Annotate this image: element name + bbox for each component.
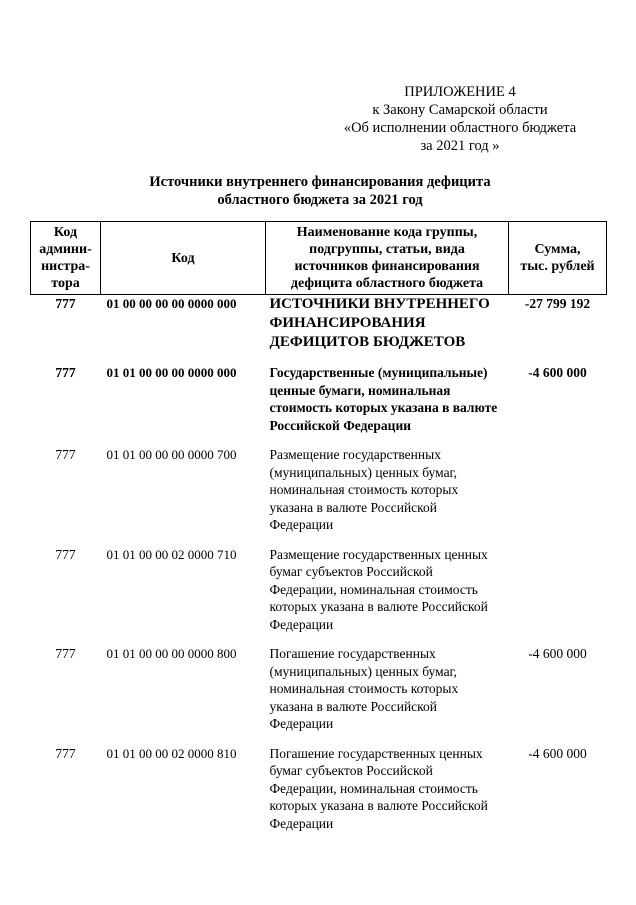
appendix-year: за 2021 год » bbox=[420, 138, 500, 154]
row-sum bbox=[509, 546, 607, 646]
row-code: 01 01 00 00 02 0000 810 bbox=[106, 745, 237, 761]
table-row bbox=[31, 645, 607, 745]
row-code: 01 01 00 00 00 0000 800 bbox=[106, 646, 237, 661]
appendix-header bbox=[330, 83, 590, 155]
appendix-number: ПРИЛОЖЕНИЕ 4 bbox=[404, 84, 516, 100]
document-title bbox=[100, 173, 540, 209]
title-line-2: областного бюджета за 2021 год bbox=[217, 192, 423, 208]
header-admin-code: Код админи- нистра- тора bbox=[31, 222, 101, 295]
row-code: 01 01 00 00 00 0000 700 bbox=[106, 447, 237, 462]
row-name: ИСТОЧНИКИ ВНУТРЕННЕГО ФИНАНСИРОВАНИЯ ДЕФИЦИТОВ БЮДЖЕТОВ bbox=[269, 296, 490, 350]
financing-sources-table bbox=[30, 221, 607, 844]
row-admin-code: 777 bbox=[55, 745, 76, 761]
header-name: Наименование кода группы, подгруппы, статьи, вида источников финансирования дефицита областного бюджета bbox=[266, 222, 509, 295]
row-sum: -4 600 000 bbox=[528, 365, 587, 380]
row-sum: -4 600 000 bbox=[528, 646, 587, 661]
table-header-row bbox=[31, 222, 607, 295]
header-sum: Сумма, тыс. рублей bbox=[509, 222, 607, 295]
row-code: 01 00 00 00 00 0000 000 bbox=[106, 296, 237, 311]
title-line-1: Источники внутреннего финансирования дефицита bbox=[149, 174, 491, 190]
row-sum: -27 799 192 bbox=[524, 296, 591, 311]
row-name: Погашение государственных ценных бумаг субъектов Российской Федерации, номинальная стоимость которых указана в валюте Российской Федерации bbox=[269, 745, 488, 831]
row-sum: -4 600 000 bbox=[528, 745, 587, 761]
row-name: Размещение государственных (муниципальных) ценных бумаг, номинальная стоимость которых указана в валюте Российской Федерации bbox=[269, 447, 459, 532]
row-code: 01 01 00 00 00 0000 000 bbox=[106, 365, 237, 380]
table-row bbox=[31, 446, 607, 546]
appendix-law-title: «Об исполнении областного бюджета bbox=[343, 120, 577, 136]
row-sum bbox=[509, 446, 607, 546]
table-row bbox=[31, 546, 607, 646]
row-name: Погашение государственных (муниципальных) ценных бумаг, номинальная стоимость которых указана в валюте Российской Федерации bbox=[269, 646, 459, 731]
header-code: Код bbox=[101, 222, 266, 295]
row-admin-code: 777 bbox=[55, 546, 76, 562]
table-row bbox=[31, 364, 607, 446]
row-admin-code: 777 bbox=[55, 447, 76, 462]
table-row bbox=[31, 745, 607, 845]
row-admin-code: 777 bbox=[55, 365, 76, 380]
row-name: Размещение государственных ценных бумаг субъектов Российской Федерации, номинальная стоимость которых указана в валюте Российской Федерации bbox=[269, 546, 488, 632]
row-admin-code: 777 bbox=[55, 296, 76, 311]
row-admin-code: 777 bbox=[55, 646, 76, 661]
appendix-law: к Закону Самарской области bbox=[372, 102, 548, 118]
row-code: 01 01 00 00 02 0000 710 bbox=[106, 546, 237, 562]
table-row bbox=[31, 295, 607, 365]
row-name: Государственные (муниципальные) ценные бумаги, номинальная стоимость которых указана в валюте Российской Федерации bbox=[269, 365, 498, 433]
